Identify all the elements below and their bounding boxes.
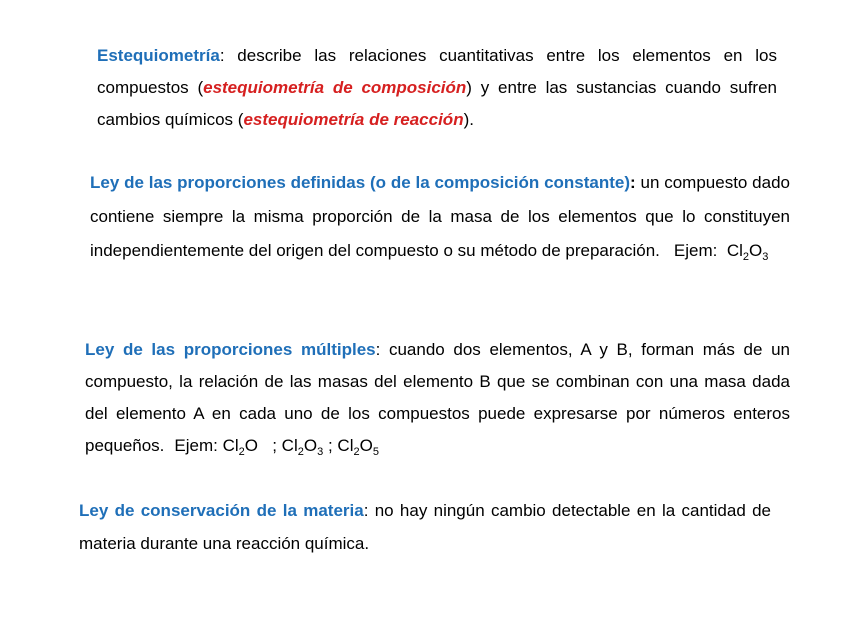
composition-stoichiometry-term: estequiometría de composición (203, 78, 467, 97)
law-text: : cuando dos elementos, A y B, forman más de un compuesto, la relación de las masas del elemento B que se combinan con una masa dada del elemento A en cada uno de los compuestos puede expresarse por números enteros pequeños. (85, 340, 791, 455)
term-stoichiometry: Estequiometría (97, 46, 220, 65)
example-label: Ejem: (174, 436, 218, 455)
law-definite-proportions (90, 166, 790, 268)
term-colon: : (630, 173, 636, 192)
law-conservation-of-mass (79, 494, 771, 560)
separator: ; (327, 436, 333, 455)
term-multiple-proportions: Ley de las proporciones múltiples (85, 340, 376, 359)
law-multiple-proportions (85, 334, 790, 462)
formula-cl2o3: $Cl_2O_3$ (281, 436, 324, 458)
formula-cl2o5: $Cl_2O_5$ (337, 436, 379, 458)
stoichiometry-definition (97, 40, 777, 136)
separator: ; (272, 436, 277, 455)
term-definite-proportions: Ley de las proporciones definidas (o de la composición constante) (90, 173, 631, 192)
law-text: : no hay ningún cambio detectable en la cantidad de materia durante una reacción química. (79, 501, 771, 553)
definition-text: ). (463, 110, 474, 129)
formula-cl2o: $Cl_2O$ (222, 436, 259, 458)
law-text: un compuesto dado contiene siempre la misma proporción de la masa de los elementos que lo constituyen independientemente del origen del compuesto o su método de preparación. (90, 173, 790, 260)
reaction-stoichiometry-term: estequiometría de reacción (243, 110, 464, 129)
definition-text: : describe las relaciones cuantitativas entre los elementos en los compuestos ( (97, 46, 777, 97)
definition-text: ) y entre las sustancias cuando sufren cambios químicos ( (97, 78, 777, 129)
formula-cl2o3: $Cl_2O_3$ (726, 241, 769, 263)
example-label: Ejem: (673, 241, 718, 260)
term-conservation-of-mass: Ley de conservación de la materia (79, 501, 364, 520)
